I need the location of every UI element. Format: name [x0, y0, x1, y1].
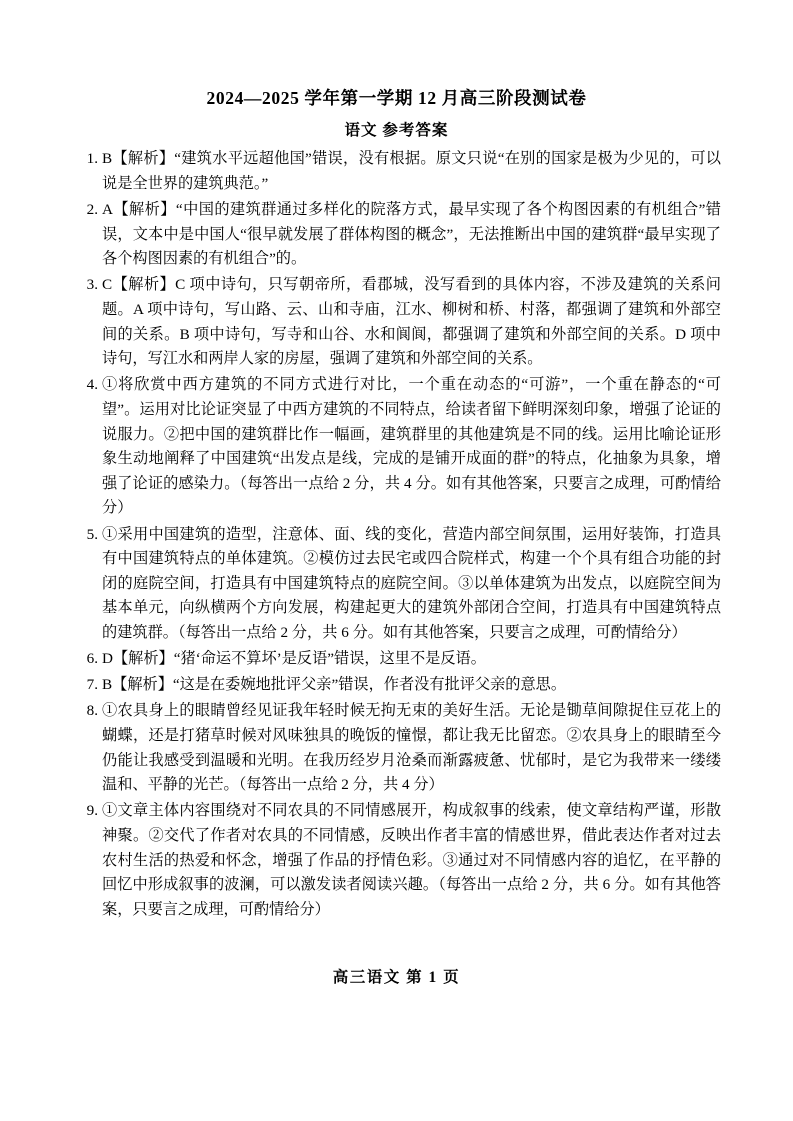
list-item: [72, 523, 721, 646]
item-text: C【解析】C 项中诗句，只写朝帝所，看郡城，没写看到的具体内容，不涉及建筑的关系问题。A 项中诗句，写山路、云、山和寺庙，江水、柳树和桥、村落，都强调了建筑和外部空间的关系。B 项中诗句，写寺和山谷、水和阆阆，都强调了建筑和外部空间的关系。D 项中诗句，写江水和两岸人家的房屋，强调了建筑和外部空间的关系。: [102, 276, 721, 368]
list-item: [72, 673, 721, 698]
item-text: D【解析】“猪‘命运不算坏’是反语”错误，这里不是反语。: [102, 650, 486, 668]
item-number: 2.: [86, 200, 98, 218]
item-number: 4.: [86, 376, 98, 394]
list-item: [72, 147, 721, 196]
list-item: [72, 799, 721, 922]
item-text: ①将欣赏中西方建筑的不同方式进行对比，一个重在动态的“可游”，一个重在静态的“可望”。运用对比论证突显了中西方建筑的不同特点，给读者留下鲜明深刻印象，增强了论证的说服力。②把中国的建筑群比作一幅画，建筑群里的其他建筑是不同的线。运用比喻论证形象生动地阐释了中国建筑“出发点是线，完成的是铺开成面的群”的特点，化抽象为具象，增强了论证的感染力。（每答出一点给 2 分，共 4 分。如有其他答案，只要言之成理，可酌情给分）: [102, 376, 721, 517]
list-item: [72, 699, 721, 798]
item-text: ①采用中国建筑的造型，注意体、面、线的变化，营造内部空间氛围，运用好装饰，打造具有中国建筑特点的单体建筑。②模仿过去民宅或四合院样式，构建一个个具有组合功能的封闭的庭院空间，打造具有中国建筑特点的庭院空间。③以单体建筑为出发点，以庭院空间为基本单元，向纵横两个方向发展，构建起更大的建筑外部闭合空间，打造具有中国建筑特点的建筑群。（每答出一点给 2 分，共 6 分。如有其他答案，只要言之成理，可酌情给分）: [102, 525, 721, 642]
page-footer: 高三语文 第 1 页: [332, 969, 461, 986]
list-item: [72, 273, 721, 372]
item-text: ①文章主体内容围绕对不同农具的不同情感展开，构成叙事的线索，使文章结构严谨，形散神聚。②交代了作者对农具的不同情感，反映出作者丰富的情感世界，借此表达作者对过去农村生活的热爱和怀念，增强了作品的抒情色彩。③通过对不同情感内容的追忆，在平静的回忆中形成叙事的波澜，可以激发读者阅读兴趣。（每答出一点给 2 分，共 6 分。如有其他答案，只要言之成理，可酌情给分）: [102, 802, 721, 918]
item-number: 7.: [86, 676, 98, 694]
item-number: 3.: [86, 276, 98, 294]
list-item: [72, 373, 721, 521]
item-number: 5.: [86, 525, 98, 543]
item-text: ①农具身上的眼睛曾经见证我年轻时候无拘无束的美好生活。无论是锄草间隙捉住豆花上的蝴蝶，还是打猪草时候对风味独具的晚饭的憧憬，都让我无比留恋。②农具身上的眼睛至今仍能让我感受到温暖和光明。在我历经岁月沧桑而渐露疲惫、忧郁时，是它为我带来一缕缕温和、平静的光芒。（每答出一点给 2 分，共 4 分）: [102, 702, 721, 794]
item-text: B【解析】“建筑水平远超他国”错误，没有根据。原文只说“在别的国家是极为少见的，可以说是全世界的建筑典范。”: [102, 150, 721, 192]
answer-list: [72, 147, 721, 922]
item-text: A【解析】“中国的建筑群通过多样化的院落方式，最早实现了各个构图因素的有机组合”错误，文本中是中国人“很早就发展了群体构图的概念”，无法推断出中国的建筑群“最早实现了各个构图因素的有机组合”的。: [102, 200, 721, 268]
item-number: 6.: [86, 650, 98, 668]
list-item: [72, 647, 721, 672]
page-subtitle: 语文 参考答案: [344, 121, 449, 139]
page-title: 2024—2025 学年第一学期 12 月高三阶段测试卷: [206, 88, 587, 108]
item-number: 8.: [86, 702, 98, 720]
item-number: 9.: [86, 802, 98, 820]
item-number: 1.: [86, 150, 98, 168]
list-item: [72, 198, 721, 272]
item-text: B【解析】“这是在委婉地批评父亲”错误，作者没有批评父亲的意思。: [102, 676, 567, 694]
